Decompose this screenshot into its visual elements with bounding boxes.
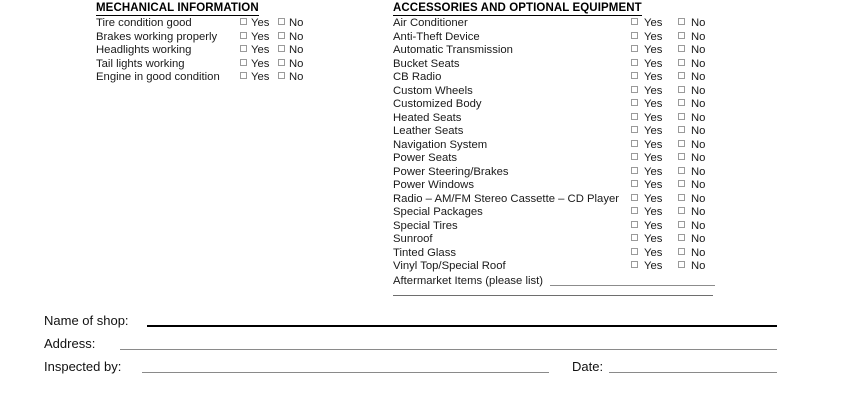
checklist-row xyxy=(393,98,723,112)
date-input[interactable] xyxy=(609,372,777,373)
checkbox-icon[interactable] xyxy=(631,72,638,79)
accessory-no-label: No xyxy=(691,192,706,205)
accessory-yes-option[interactable] xyxy=(631,193,662,207)
checkbox-icon[interactable] xyxy=(631,86,638,93)
checklist-row xyxy=(393,31,723,45)
checkbox-icon[interactable] xyxy=(631,153,638,160)
checkbox-icon[interactable] xyxy=(631,221,638,228)
checkbox-icon[interactable] xyxy=(278,18,285,25)
accessory-yes-option[interactable] xyxy=(631,31,662,45)
checkbox-icon[interactable] xyxy=(240,72,247,79)
accessory-no-label: No xyxy=(691,17,706,29)
checkbox-icon[interactable] xyxy=(631,140,638,147)
accessory-item-label: Vinyl Top/Special Roof xyxy=(393,260,506,272)
accessory-yes-option[interactable] xyxy=(631,112,662,126)
mechanical-no-label: No xyxy=(289,17,304,29)
mechanical-information-list xyxy=(96,17,316,85)
mechanical-item-label: Tire condition good xyxy=(96,17,192,29)
accessory-yes-label: Yes xyxy=(644,17,663,29)
checkbox-icon[interactable] xyxy=(278,59,285,66)
accessory-yes-option[interactable] xyxy=(631,125,662,139)
name-of-shop-field xyxy=(44,313,777,329)
accessory-no-label: No xyxy=(691,71,706,83)
checkbox-icon[interactable] xyxy=(240,45,247,52)
accessory-yes-label: Yes xyxy=(644,233,663,245)
aftermarket-items-label: Aftermarket Items (please list) xyxy=(393,275,544,287)
checkbox-icon[interactable] xyxy=(678,207,685,214)
accessory-yes-option[interactable] xyxy=(631,85,662,99)
accessory-yes-label: Yes xyxy=(644,57,663,70)
mechanical-no-label: No xyxy=(289,71,304,83)
accessory-no-label: No xyxy=(691,233,706,245)
checkbox-icon[interactable] xyxy=(278,45,285,52)
mechanical-yes-option[interactable] xyxy=(240,44,269,58)
checkbox-icon[interactable] xyxy=(678,140,685,147)
checklist-row xyxy=(393,152,723,166)
accessory-no-label: No xyxy=(691,179,706,191)
accessory-item-label: Bucket Seats xyxy=(393,57,460,70)
checkbox-icon[interactable] xyxy=(678,18,685,25)
checklist-row xyxy=(96,17,316,31)
accessory-no-label: No xyxy=(691,260,706,272)
accessory-yes-label: Yes xyxy=(644,165,663,178)
mechanical-item-label: Brakes working properly xyxy=(96,30,218,43)
accessory-no-option[interactable] xyxy=(678,247,705,261)
accessory-no-label: No xyxy=(691,125,706,137)
accessory-item-label: Automatic Transmission xyxy=(393,44,513,56)
accessory-item-label: Navigation System xyxy=(393,138,488,151)
accessory-item-label: Power Windows xyxy=(393,179,474,191)
checkbox-icon[interactable] xyxy=(678,261,685,268)
mechanical-item-label: Headlights working xyxy=(96,44,192,56)
accessory-yes-label: Yes xyxy=(644,206,663,218)
accessory-item-label: Air Conditioner xyxy=(393,17,468,29)
accessory-yes-option[interactable] xyxy=(631,58,662,72)
accessory-no-label: No xyxy=(691,152,706,164)
date-field xyxy=(572,359,777,375)
accessory-yes-label: Yes xyxy=(644,125,663,137)
checklist-row xyxy=(393,71,723,85)
checkbox-icon[interactable] xyxy=(278,72,285,79)
address-label: Address: xyxy=(44,336,96,351)
checkbox-icon[interactable] xyxy=(631,248,638,255)
checklist-row xyxy=(393,44,723,58)
accessory-no-label: No xyxy=(691,111,706,124)
mechanical-no-option[interactable] xyxy=(278,44,303,58)
name-of-shop-label: Name of shop: xyxy=(44,313,129,328)
name-of-shop-input[interactable] xyxy=(147,325,777,327)
checklist-row xyxy=(393,220,723,234)
mechanical-no-label: No xyxy=(289,57,304,70)
checkbox-icon[interactable] xyxy=(240,59,247,66)
accessory-yes-option[interactable] xyxy=(631,139,662,153)
checklist-row xyxy=(393,17,723,31)
checklist-row xyxy=(393,166,723,180)
checkbox-icon[interactable] xyxy=(678,86,685,93)
checklist-row xyxy=(96,58,316,72)
accessory-no-label: No xyxy=(691,165,706,178)
checklist-row xyxy=(393,193,723,207)
mechanical-yes-option[interactable] xyxy=(240,58,269,72)
accessory-yes-label: Yes xyxy=(644,84,663,97)
accessory-yes-option[interactable] xyxy=(631,260,662,274)
accessory-yes-option[interactable] xyxy=(631,44,662,58)
accessory-yes-option[interactable] xyxy=(631,233,662,247)
address-field xyxy=(44,336,777,352)
checkbox-icon[interactable] xyxy=(678,248,685,255)
mechanical-item-label: Tail lights working xyxy=(96,57,185,70)
checklist-row xyxy=(96,31,316,45)
accessory-item-label: Special Packages xyxy=(393,206,483,218)
accessory-yes-label: Yes xyxy=(644,246,663,259)
accessory-item-label: Radio – AM/FM Stereo Cassette – CD Player xyxy=(393,192,620,205)
accessory-yes-label: Yes xyxy=(644,152,663,164)
checkbox-icon[interactable] xyxy=(678,234,685,241)
checklist-row xyxy=(393,179,723,193)
checkbox-icon[interactable] xyxy=(678,221,685,228)
accessory-yes-option[interactable] xyxy=(631,166,662,180)
aftermarket-items-row xyxy=(393,273,723,287)
accessory-no-label: No xyxy=(691,138,706,151)
accessory-no-option[interactable] xyxy=(678,260,705,274)
checkbox-icon[interactable] xyxy=(631,18,638,25)
accessory-no-label: No xyxy=(691,44,706,56)
checkbox-icon[interactable] xyxy=(678,72,685,79)
inspected-by-field xyxy=(44,359,549,375)
checkbox-icon[interactable] xyxy=(678,180,685,187)
mechanical-no-option[interactable] xyxy=(278,17,303,31)
accessory-item-label: Heated Seats xyxy=(393,111,462,124)
accessory-item-label: Power Seats xyxy=(393,152,458,164)
accessory-item-label: CB Radio xyxy=(393,71,442,83)
checklist-row xyxy=(393,260,723,274)
checkbox-icon[interactable] xyxy=(631,45,638,52)
address-input[interactable] xyxy=(120,349,777,350)
checklist-row xyxy=(393,125,723,139)
mechanical-no-option[interactable] xyxy=(278,31,303,45)
accessory-yes-label: Yes xyxy=(644,260,663,272)
accessory-no-option[interactable] xyxy=(678,179,705,193)
accessories-equipment-heading-text: ACCESSORIES AND OPTIONAL EQUIPMENT xyxy=(393,2,642,14)
checklist-row xyxy=(96,71,316,85)
mechanical-item-label: Engine in good condition xyxy=(96,71,220,83)
accessory-no-option[interactable] xyxy=(678,85,705,99)
accessory-no-option[interactable] xyxy=(678,17,705,31)
checkbox-icon[interactable] xyxy=(240,32,247,39)
accessory-no-option[interactable] xyxy=(678,44,705,58)
checkbox-icon[interactable] xyxy=(240,18,247,25)
checkbox-icon[interactable] xyxy=(678,32,685,39)
checkbox-icon[interactable] xyxy=(631,59,638,66)
accessory-yes-label: Yes xyxy=(644,30,663,43)
checkbox-icon[interactable] xyxy=(678,99,685,106)
accessory-yes-option[interactable] xyxy=(631,17,662,31)
checklist-row xyxy=(393,112,723,126)
checkbox-icon[interactable] xyxy=(631,180,638,187)
accessory-yes-option[interactable] xyxy=(631,152,662,166)
accessory-no-label: No xyxy=(691,57,706,70)
checkbox-icon[interactable] xyxy=(631,167,638,174)
accessory-yes-option[interactable] xyxy=(631,220,662,234)
checklist-row xyxy=(393,206,723,220)
mechanical-yes-label: Yes xyxy=(251,71,270,83)
checkbox-icon[interactable] xyxy=(631,234,638,241)
accessory-no-label: No xyxy=(691,206,706,218)
accessory-item-label: Tinted Glass xyxy=(393,246,456,259)
checkbox-icon[interactable] xyxy=(678,126,685,133)
checkbox-icon[interactable] xyxy=(631,126,638,133)
accessory-no-option[interactable] xyxy=(678,193,705,207)
accessory-no-option[interactable] xyxy=(678,58,705,72)
accessory-yes-label: Yes xyxy=(644,98,663,110)
accessory-no-label: No xyxy=(691,219,706,232)
checkbox-icon[interactable] xyxy=(678,45,685,52)
checkbox-icon[interactable] xyxy=(631,261,638,268)
aftermarket-items-input-line[interactable] xyxy=(550,285,715,286)
checkbox-icon[interactable] xyxy=(678,153,685,160)
accessory-no-option[interactable] xyxy=(678,206,705,220)
accessory-item-label: Special Tires xyxy=(393,219,458,232)
accessory-item-label: Custom Wheels xyxy=(393,84,473,97)
checklist-row xyxy=(393,58,723,72)
accessory-no-option[interactable] xyxy=(678,71,705,85)
checklist-row xyxy=(96,44,316,58)
checkbox-icon[interactable] xyxy=(678,59,685,66)
accessory-no-option[interactable] xyxy=(678,98,705,112)
checklist-row xyxy=(393,85,723,99)
accessory-no-label: No xyxy=(691,30,706,43)
accessory-item-label: Anti-Theft Device xyxy=(393,30,480,43)
accessory-yes-label: Yes xyxy=(644,44,663,56)
mechanical-yes-label: Yes xyxy=(251,44,270,56)
mechanical-yes-label: Yes xyxy=(251,17,270,29)
checkbox-icon[interactable] xyxy=(278,32,285,39)
checkbox-icon[interactable] xyxy=(631,194,638,201)
mechanical-yes-label: Yes xyxy=(251,30,270,43)
mechanical-no-option[interactable] xyxy=(278,58,303,72)
accessory-no-option[interactable] xyxy=(678,125,705,139)
accessory-no-label: No xyxy=(691,84,706,97)
date-label: Date: xyxy=(572,359,604,374)
checkbox-icon[interactable] xyxy=(631,99,638,106)
accessory-yes-option[interactable] xyxy=(631,206,662,220)
accessory-no-option[interactable] xyxy=(678,112,705,126)
accessory-no-option[interactable] xyxy=(678,166,705,180)
mechanical-no-label: No xyxy=(289,30,304,43)
accessory-no-option[interactable] xyxy=(678,139,705,153)
mechanical-no-option[interactable] xyxy=(278,71,303,85)
accessory-yes-option[interactable] xyxy=(631,71,662,85)
accessory-yes-label: Yes xyxy=(644,111,663,124)
checkbox-icon[interactable] xyxy=(678,194,685,201)
accessory-item-label: Leather Seats xyxy=(393,125,464,137)
checkbox-icon[interactable] xyxy=(678,113,685,120)
mechanical-information-heading-text: MECHANICAL INFORMATION xyxy=(96,2,259,14)
accessory-no-option[interactable] xyxy=(678,152,705,166)
mechanical-no-label: No xyxy=(289,44,304,56)
mechanical-yes-label: Yes xyxy=(251,57,270,70)
inspected-by-input[interactable] xyxy=(142,372,549,373)
checklist-row xyxy=(393,233,723,247)
accessory-no-label: No xyxy=(691,246,706,259)
accessory-yes-label: Yes xyxy=(644,138,663,151)
accessory-no-label: No xyxy=(691,98,706,110)
mechanical-yes-option[interactable] xyxy=(240,71,269,85)
accessories-equipment-heading xyxy=(393,2,642,16)
accessory-item-label: Power Steering/Brakes xyxy=(393,165,509,178)
accessory-no-option[interactable] xyxy=(678,233,705,247)
accessory-yes-option[interactable] xyxy=(631,179,662,193)
accessory-item-label: Sunroof xyxy=(393,233,433,245)
accessory-yes-option[interactable] xyxy=(631,247,662,261)
mechanical-information-heading xyxy=(96,2,259,16)
accessory-yes-label: Yes xyxy=(644,192,663,205)
inspected-by-label: Inspected by: xyxy=(44,359,122,374)
checkbox-icon[interactable] xyxy=(678,167,685,174)
checkbox-icon[interactable] xyxy=(631,32,638,39)
accessories-equipment-list xyxy=(393,17,723,274)
checklist-row xyxy=(393,247,723,261)
accessory-no-option[interactable] xyxy=(678,220,705,234)
accessory-yes-label: Yes xyxy=(644,71,663,83)
mechanical-yes-option[interactable] xyxy=(240,31,269,45)
aftermarket-items-input-line-2[interactable] xyxy=(393,295,713,296)
accessory-yes-label: Yes xyxy=(644,179,663,191)
accessory-no-option[interactable] xyxy=(678,31,705,45)
accessory-yes-label: Yes xyxy=(644,219,663,232)
mechanical-yes-option[interactable] xyxy=(240,17,269,31)
accessory-yes-option[interactable] xyxy=(631,98,662,112)
checkbox-icon[interactable] xyxy=(631,113,638,120)
accessory-item-label: Customized Body xyxy=(393,98,482,110)
checklist-row xyxy=(393,139,723,153)
checkbox-icon[interactable] xyxy=(631,207,638,214)
